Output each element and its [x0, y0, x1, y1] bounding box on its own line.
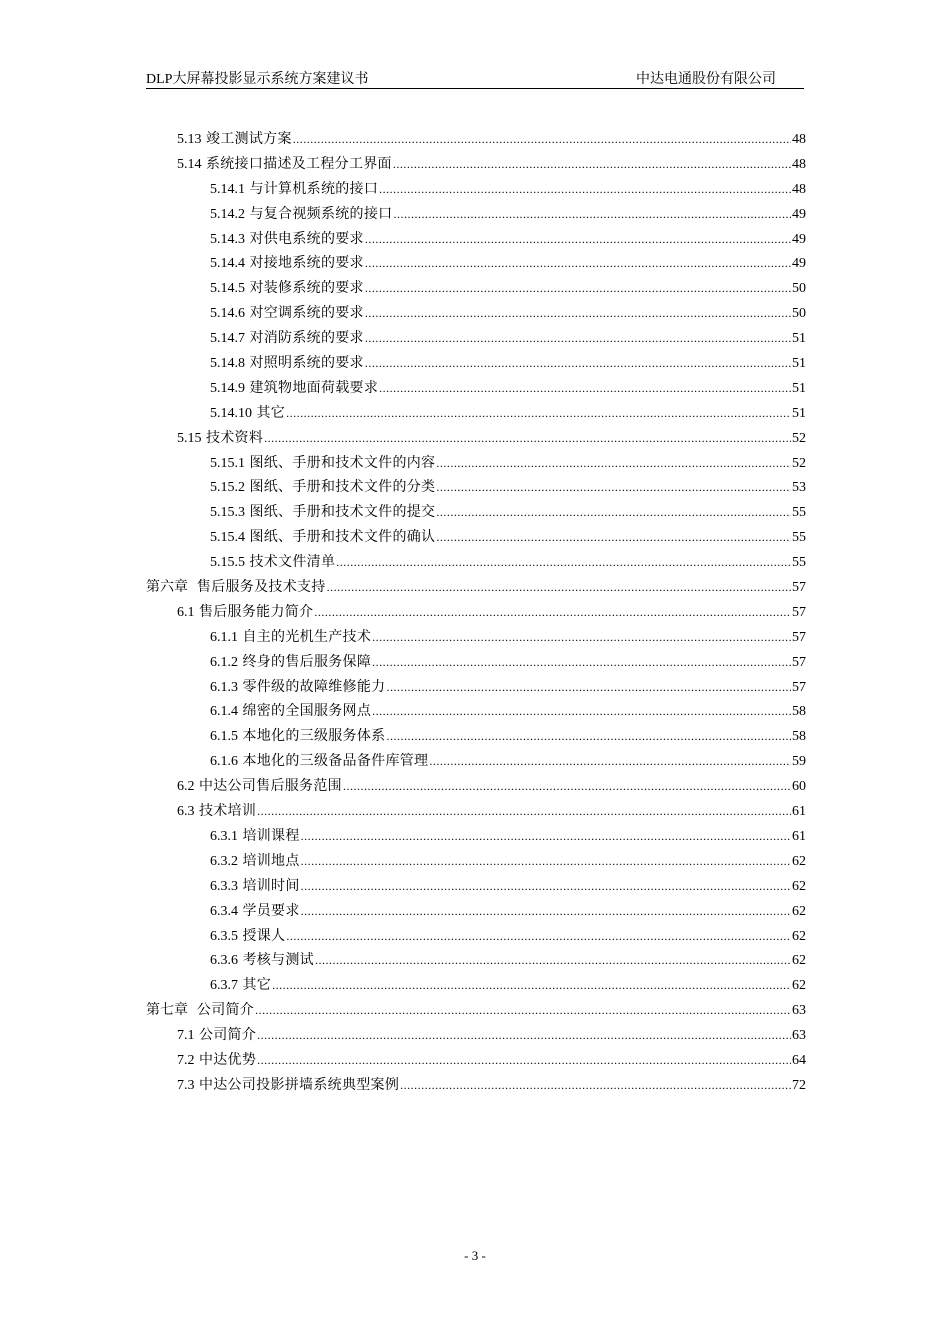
- toc-entry[interactable]: [146, 625, 806, 650]
- toc-entry[interactable]: [146, 525, 806, 550]
- toc-entry[interactable]: [146, 500, 806, 525]
- toc-entry-page: 61: [792, 804, 806, 820]
- toc-dot-leader: [379, 177, 791, 202]
- toc-entry-number: 6.3.6: [210, 953, 238, 969]
- toc-dot-leader: [293, 127, 791, 152]
- toc-dot-leader: [272, 973, 791, 998]
- toc-entry-number: 5.14.9: [210, 380, 245, 396]
- toc-entry[interactable]: [146, 376, 806, 401]
- toc-entry-title: 自主的光机生产技术: [242, 628, 372, 645]
- toc-dot-leader: [301, 824, 791, 849]
- toc-entry-page: 59: [792, 754, 806, 770]
- toc-entry-number: 5.14.8: [210, 356, 245, 372]
- toc-entry[interactable]: [146, 774, 806, 799]
- toc-entry-number: 5.14.6: [210, 306, 245, 322]
- toc-entry-title: 本地化的三级服务体系: [242, 728, 386, 745]
- toc-entry-number: 6.3.2: [210, 853, 238, 869]
- toc-entry[interactable]: [146, 600, 806, 625]
- toc-entry[interactable]: [146, 948, 806, 973]
- toc-dot-leader: [386, 675, 791, 700]
- toc-entry-page: 50: [792, 281, 806, 297]
- toc-entry-page: 52: [792, 455, 806, 471]
- toc-entry-page: 62: [792, 878, 806, 894]
- toc-entry-page: 58: [792, 729, 806, 745]
- toc-dot-leader: [365, 227, 791, 252]
- toc-entry-title: 对消防系统的要求: [249, 330, 364, 347]
- toc-entry[interactable]: [146, 724, 806, 749]
- toc-entry-title: 本地化的三级备品备件库管理: [242, 753, 429, 770]
- toc-entry-title: 图纸、手册和技术文件的确认: [249, 529, 436, 546]
- toc-entry-number: 6.2: [177, 779, 195, 795]
- toc-entry-number: 7.1: [177, 1028, 195, 1044]
- toc-dot-leader: [301, 849, 791, 874]
- toc-entry[interactable]: [146, 127, 806, 152]
- toc-entry-number: 5.14: [177, 156, 202, 172]
- toc-entry-page: 48: [792, 156, 806, 172]
- toc-entry-page: 57: [792, 654, 806, 670]
- toc-entry-page: 62: [792, 978, 806, 994]
- toc-entry-title: 技术文件清单: [249, 554, 336, 571]
- toc-entry[interactable]: [146, 351, 806, 376]
- toc-entry-page: 50: [792, 306, 806, 322]
- toc-dot-leader: [301, 899, 791, 924]
- toc-entry-title: 其它: [242, 977, 272, 994]
- toc-entry[interactable]: [146, 1023, 806, 1048]
- toc-entry-page: 72: [792, 1077, 806, 1093]
- toc-entry-title: 培训课程: [242, 827, 300, 844]
- toc-dot-leader: [372, 625, 791, 650]
- toc-dot-leader: [436, 451, 791, 476]
- toc-entry-page: 48: [792, 181, 806, 197]
- toc-entry-number: 5.15.5: [210, 555, 245, 571]
- toc-dot-leader: [372, 650, 791, 675]
- toc-entry[interactable]: [146, 152, 806, 177]
- toc-entry[interactable]: [146, 1048, 806, 1073]
- toc-entry-number: 6.1.4: [210, 704, 238, 720]
- toc-entry[interactable]: [146, 749, 806, 774]
- toc-entry-number: 6.1.6: [210, 754, 238, 770]
- toc-entry-title: 对供电系统的要求: [249, 230, 364, 247]
- toc-entry-number: 6.3.3: [210, 878, 238, 894]
- toc-entry[interactable]: [146, 475, 806, 500]
- toc-dot-leader: [379, 376, 791, 401]
- toc-entry-title: 零件级的故障维修能力: [242, 678, 386, 695]
- toc-dot-leader: [429, 749, 791, 774]
- toc-dot-leader: [255, 998, 791, 1023]
- toc-entry-title: 授课人: [242, 927, 286, 944]
- toc-entry-title: 其它: [256, 404, 286, 421]
- toc-dot-leader: [386, 724, 791, 749]
- toc-entry-number: 5.14.3: [210, 231, 245, 247]
- toc-entry-title: 技术培训: [198, 803, 257, 820]
- toc-entry-number: 5.15.3: [210, 505, 245, 521]
- toc-dot-leader: [286, 401, 791, 426]
- toc-dot-leader: [301, 874, 791, 899]
- toc-entry-page: 64: [792, 1052, 806, 1068]
- toc-dot-leader: [365, 276, 791, 301]
- toc-entry-number: 5.15.2: [210, 480, 245, 496]
- toc-entry-page: 63: [792, 1028, 806, 1044]
- toc-entry-page: 62: [792, 928, 806, 944]
- toc-entry-page: 49: [792, 231, 806, 247]
- toc-entry-title: 建筑物地面荷载要求: [249, 379, 379, 396]
- toc-entry-number: 7.2: [177, 1052, 195, 1068]
- toc-entry-number: 6.1.5: [210, 729, 238, 745]
- toc-entry-number: 5.15.4: [210, 530, 245, 546]
- toc-dot-leader: [436, 525, 791, 550]
- toc-dot-leader: [436, 500, 791, 525]
- toc-entry[interactable]: [146, 177, 806, 202]
- toc-entry-title: 系统接口描述及工程分工界面: [205, 155, 392, 172]
- toc-entry[interactable]: [146, 650, 806, 675]
- toc-entry-page: 57: [792, 629, 806, 645]
- toc-entry-page: 51: [792, 380, 806, 396]
- toc-entry[interactable]: [146, 1073, 806, 1098]
- toc-entry-title: 绵密的全国服务网点: [242, 703, 372, 720]
- toc-entry-title: 对接地系统的要求: [249, 255, 364, 272]
- company-name: 中达电通股份有限公司: [636, 72, 776, 87]
- toc-entry-page: 55: [792, 505, 806, 521]
- toc-entry-number: 5.15.1: [210, 455, 245, 471]
- toc-entry-number: 第七章: [146, 1003, 188, 1019]
- toc-entry-title: 培训地点: [242, 852, 300, 869]
- toc-dot-leader: [343, 774, 791, 799]
- toc-entry-title: 对装修系统的要求: [249, 280, 364, 297]
- page-number: - 3 -: [464, 1248, 486, 1263]
- toc-entry-page: 49: [792, 206, 806, 222]
- toc-entry[interactable]: [146, 799, 806, 824]
- toc-entry-page: 51: [792, 331, 806, 347]
- toc-entry-title: 公司简介: [196, 1002, 255, 1019]
- toc-entry-page: 55: [792, 530, 806, 546]
- toc-entry-page: 62: [792, 853, 806, 869]
- toc-entry[interactable]: [146, 426, 806, 451]
- toc-dot-leader: [257, 1023, 791, 1048]
- toc-entry-title: 培训时间: [242, 877, 300, 894]
- toc-entry-page: 60: [792, 779, 806, 795]
- toc-entry[interactable]: [146, 451, 806, 476]
- toc-entry-page: 48: [792, 132, 806, 147]
- toc-entry-number: 6.1.2: [210, 654, 238, 670]
- toc-entry-title: 售后服务能力简介: [198, 603, 314, 620]
- toc-entry-title: 考核与测试: [242, 952, 314, 969]
- toc-dot-leader: [257, 799, 791, 824]
- toc-entry-title: 与复合视频系统的接口: [249, 205, 393, 222]
- toc-dot-leader: [365, 326, 791, 351]
- toc-entry-number: 5.14.2: [210, 206, 245, 222]
- page-header: [146, 66, 804, 89]
- toc-dot-leader: [393, 202, 791, 227]
- toc-entry[interactable]: [146, 849, 806, 874]
- toc-entry-title: 竣工测试方案: [205, 131, 292, 147]
- toc-dot-leader: [264, 426, 791, 451]
- toc-entry-number: 7.3: [177, 1077, 195, 1093]
- toc-entry-number: 5.15: [177, 430, 202, 446]
- toc-entry-number: 5.14.7: [210, 331, 245, 347]
- toc-entry[interactable]: [146, 924, 806, 949]
- toc-entry-page: 58: [792, 704, 806, 720]
- toc-entry-page: 62: [792, 903, 806, 919]
- toc-entry[interactable]: [146, 251, 806, 276]
- toc-entry-title: 售后服务及技术支持: [196, 579, 326, 596]
- toc-dot-leader: [372, 699, 791, 724]
- toc-entry-title: 对空调系统的要求: [249, 305, 364, 322]
- toc-entry-title: 中达公司售后服务范围: [198, 778, 342, 795]
- toc-entry[interactable]: [146, 874, 806, 899]
- toc-entry-number: 第六章: [146, 580, 188, 596]
- toc-entry[interactable]: [146, 301, 806, 326]
- toc-entry-number: 6.3.1: [210, 828, 238, 844]
- toc-entry-page: 53: [792, 480, 806, 496]
- toc-entry-title: 中达优势: [198, 1051, 257, 1068]
- toc-entry-title: 对照明系统的要求: [249, 355, 364, 372]
- toc-entry[interactable]: [146, 202, 806, 227]
- toc-entry-number: 6.3: [177, 804, 195, 820]
- toc-dot-leader: [315, 948, 791, 973]
- toc-entry-page: 51: [792, 405, 806, 421]
- toc-entry-number: 6.1.1: [210, 629, 238, 645]
- toc-entry[interactable]: [146, 276, 806, 301]
- toc-entry[interactable]: [146, 824, 806, 849]
- toc-entry-title: 公司简介: [198, 1027, 257, 1044]
- toc-entry-page: 57: [792, 580, 806, 596]
- toc-entry-title: 图纸、手册和技术文件的分类: [249, 479, 436, 496]
- toc-dot-leader: [365, 301, 791, 326]
- toc-entry-number: 5.14.10: [210, 405, 252, 421]
- toc-entry-number: 6.3.5: [210, 928, 238, 944]
- toc-entry[interactable]: [146, 401, 806, 426]
- toc-dot-leader: [365, 251, 791, 276]
- toc-entry-number: 5.13: [177, 132, 202, 147]
- toc-entry-number: 5.14.5: [210, 281, 245, 297]
- toc-entry-number: 6.1: [177, 604, 195, 620]
- toc-entry[interactable]: [146, 326, 806, 351]
- toc-dot-leader: [400, 1073, 791, 1098]
- toc-entry-page: 62: [792, 953, 806, 969]
- toc-entry-number: 6.3.4: [210, 903, 238, 919]
- toc-entry-number: 6.1.3: [210, 679, 238, 695]
- toc-entry-page: 55: [792, 555, 806, 571]
- toc-dot-leader: [327, 575, 791, 600]
- toc-entry[interactable]: [146, 227, 806, 252]
- toc-dot-leader: [436, 475, 791, 500]
- toc-dot-leader: [393, 152, 791, 177]
- toc-entry[interactable]: [146, 675, 806, 700]
- toc-dot-leader: [257, 1048, 791, 1073]
- toc-entry-title: 终身的售后服务保障: [242, 653, 372, 670]
- toc-entry[interactable]: [146, 973, 806, 998]
- toc-entry-title: 图纸、手册和技术文件的内容: [249, 454, 436, 471]
- document-title: DLP大屏幕投影显示系统方案建议书: [146, 72, 369, 87]
- toc-entry-page: 51: [792, 356, 806, 372]
- toc-entry-title: 技术资料: [205, 429, 264, 446]
- table-of-contents: [146, 127, 806, 1098]
- toc-entry-page: 57: [792, 679, 806, 695]
- toc-dot-leader: [314, 600, 791, 625]
- toc-entry-title: 中达公司投影拼墙系统典型案例: [198, 1076, 400, 1093]
- toc-entry-page: 61: [792, 828, 806, 844]
- toc-entry[interactable]: [146, 899, 806, 924]
- toc-entry-number: 6.3.7: [210, 978, 238, 994]
- toc-entry-page: 52: [792, 430, 806, 446]
- toc-dot-leader: [286, 924, 791, 949]
- toc-entry-title: 学员要求: [242, 902, 300, 919]
- toc-entry[interactable]: [146, 699, 806, 724]
- toc-entry-number: 5.14.1: [210, 181, 245, 197]
- toc-dot-leader: [365, 351, 791, 376]
- toc-entry[interactable]: [146, 550, 806, 575]
- toc-entry-title: 图纸、手册和技术文件的提交: [249, 504, 436, 521]
- toc-entry-page: 57: [792, 604, 806, 620]
- toc-entry-title: 与计算机系统的接口: [249, 180, 379, 197]
- toc-entry-number: 5.14.4: [210, 256, 245, 272]
- toc-entry-page: 63: [792, 1003, 806, 1019]
- toc-dot-leader: [336, 550, 791, 575]
- toc-entry[interactable]: [146, 575, 806, 600]
- toc-entry[interactable]: [146, 998, 806, 1023]
- toc-entry-page: 49: [792, 256, 806, 272]
